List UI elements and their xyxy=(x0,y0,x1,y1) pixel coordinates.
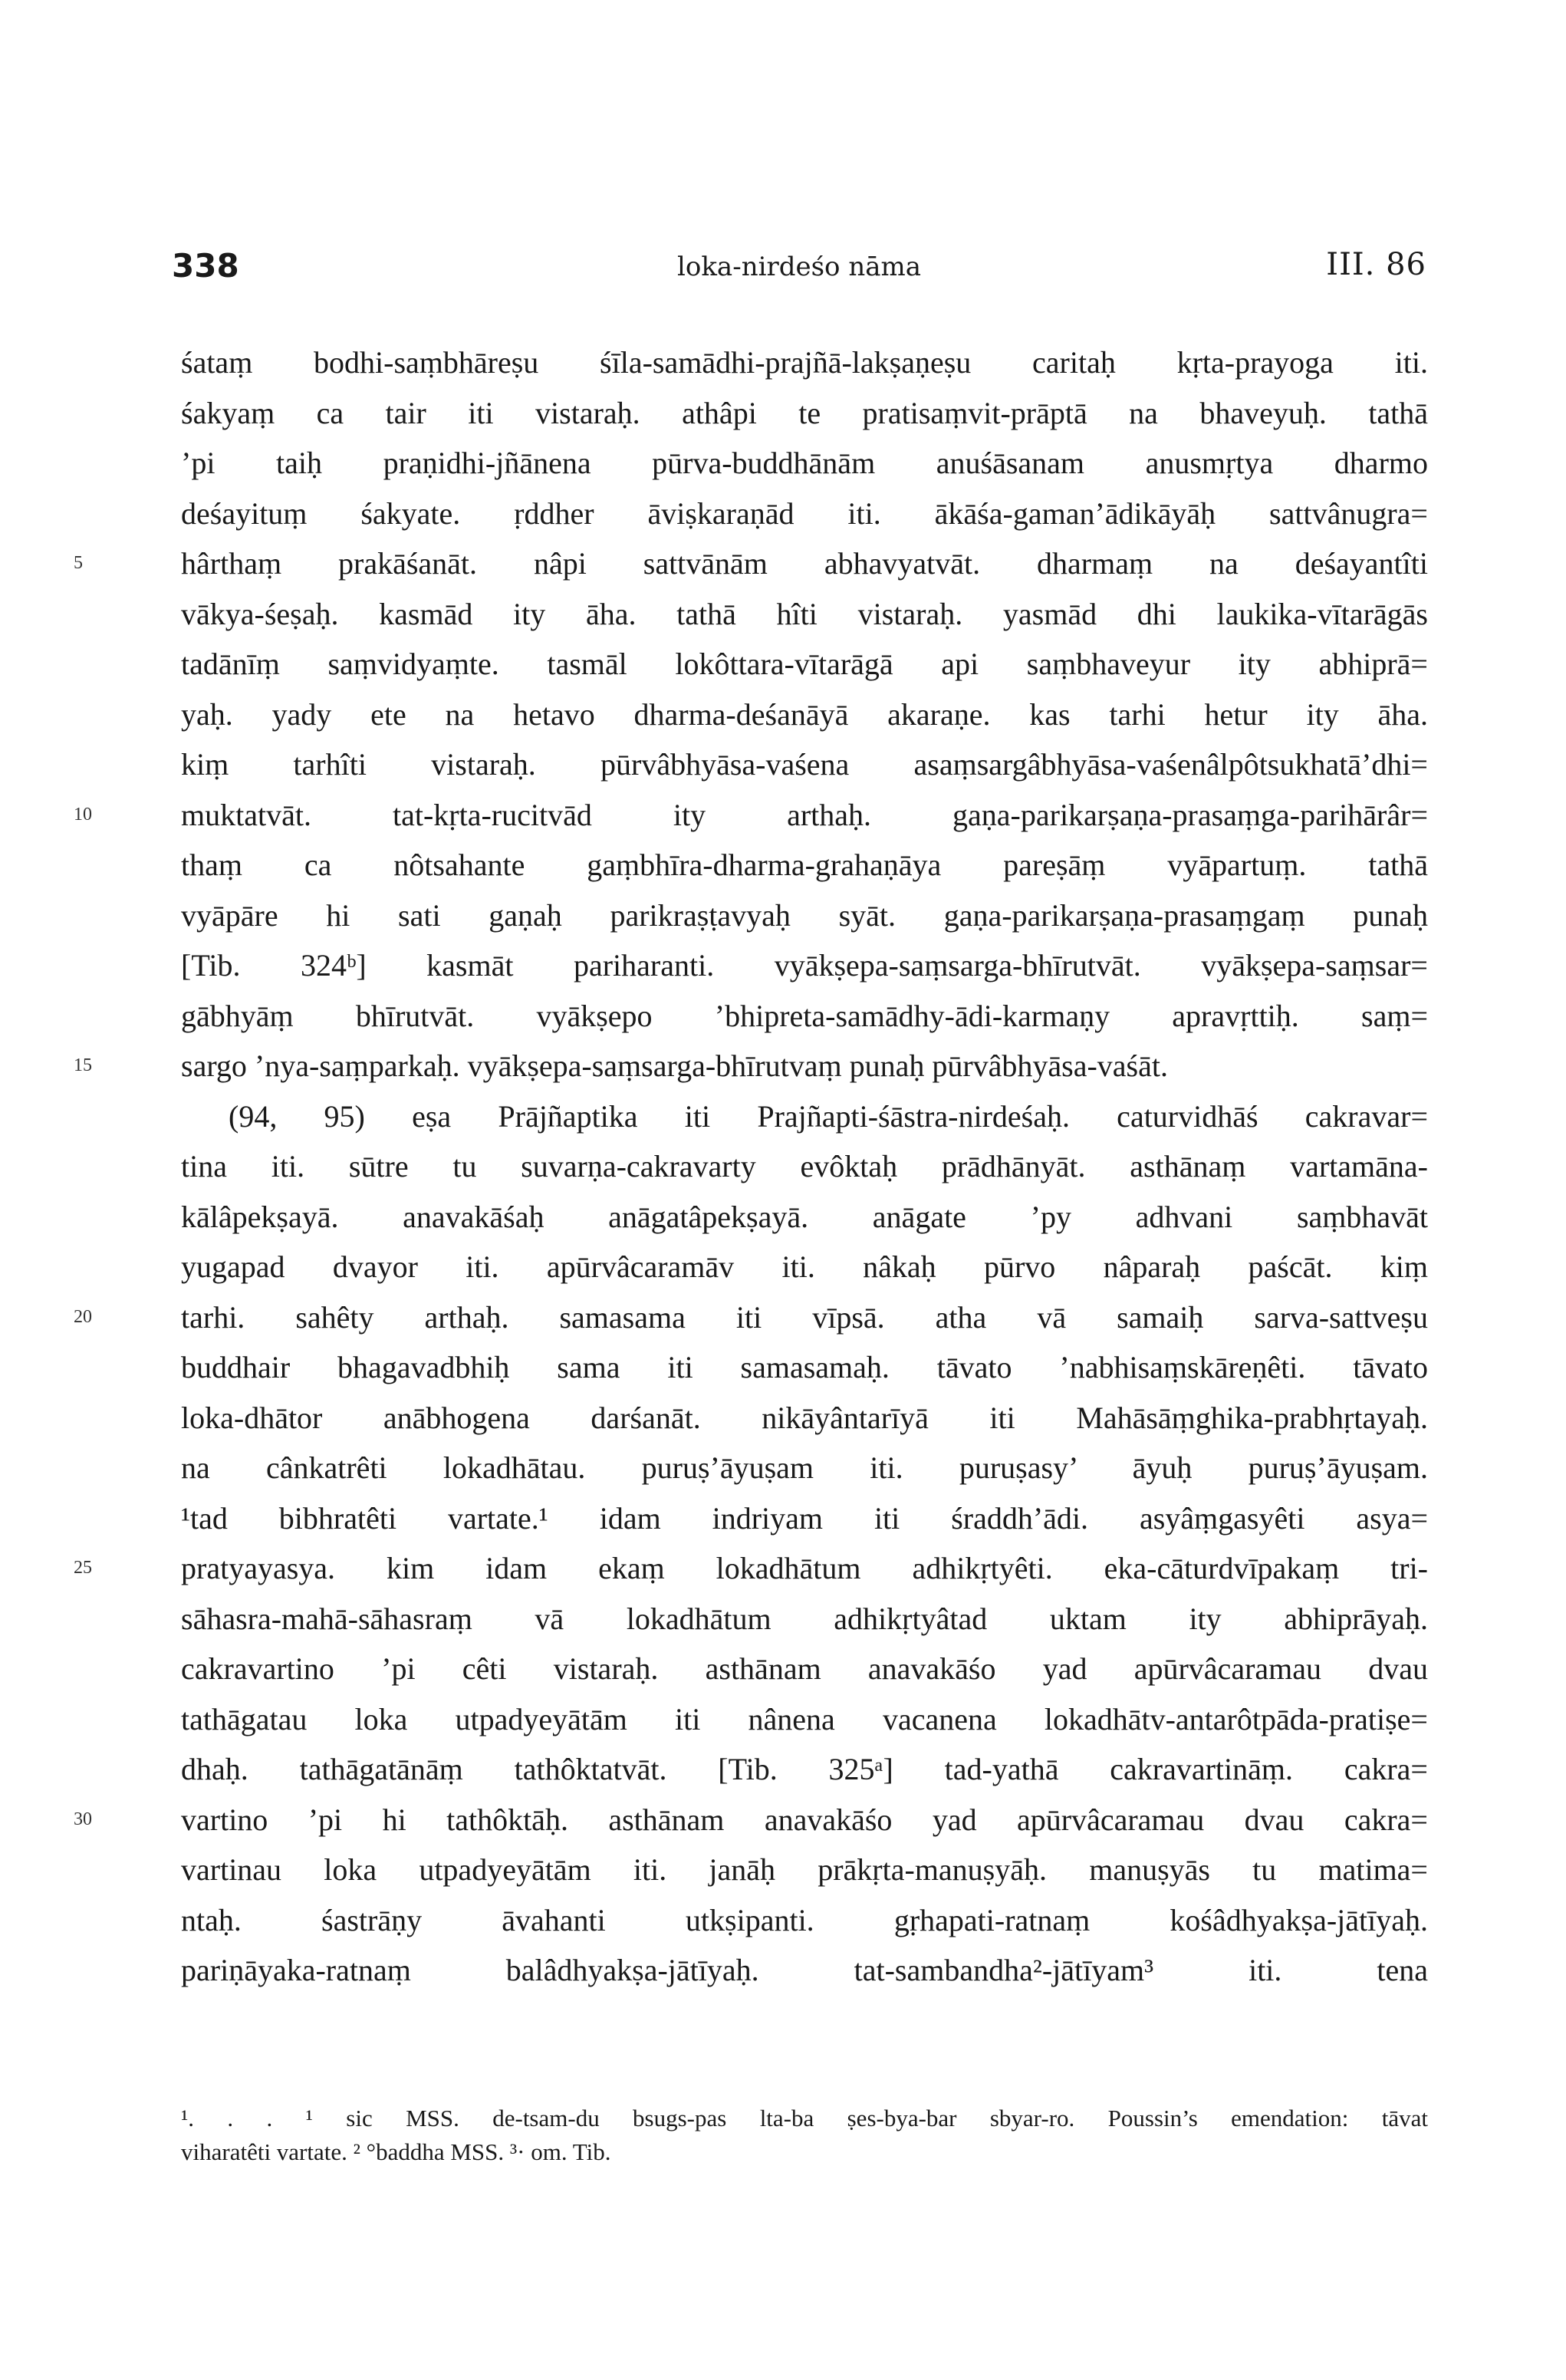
text-line-30 xyxy=(74,1795,1428,1845)
page-number: 338 xyxy=(172,247,239,285)
line-number: 15 xyxy=(74,1055,92,1075)
main-text xyxy=(74,337,1428,1996)
text-line: sāhasra-mahā-sāhasraṃ vā lokadhātum adhikṛtyâtad uktam ity abhiprāyaḥ. xyxy=(181,1601,1428,1636)
text-line: muktatvāt. tat-kṛta-rucitvād ity arthaḥ. gaṇa-parikarṣaṇa-prasaṃga-parihārâr= xyxy=(181,797,1428,832)
text-line-20 xyxy=(74,1292,1428,1343)
text-line: [Tib. 324ᵇ] kasmāt pariharanti. vyākṣepa-saṃsarga-bhīrutvāt. vyākṣepa-saṃsar= xyxy=(181,948,1428,983)
text-line-15 xyxy=(74,1041,1428,1091)
text-line: ’pi taiḥ praṇidhi-jñānena pūrva-buddhānām anuśāsanam anusmṛtya dharmo xyxy=(181,446,1428,480)
text-line-10 xyxy=(74,790,1428,841)
text-line: vartinau loka utpadyeyātām iti. janāḥ prākṛta-manuṣyāḥ. manuṣyās tu matima= xyxy=(181,1852,1428,1887)
text-line: śataṃ bodhi-saṃbhāreṣu śīla-samādhi-prajñā-lakṣaṇeṣu caritaḥ kṛta-prayoga iti. xyxy=(181,345,1428,380)
text-line: pratyayasya. kim idam ekaṃ lokadhātum adhikṛtyêti. eka-cāturdvīpakaṃ tri- xyxy=(181,1551,1428,1585)
text-line: ntaḥ. śastrāṇy āvahanti utkṣipanti. gṛhapati-ratnaṃ kośâdhyakṣa-jātīyaḥ. xyxy=(181,1902,1428,1937)
text-line: pariṇāyaka-ratnaṃ balâdhyakṣa-jātīyaḥ. tat-sambandha²-jātīyam³ iti. tena xyxy=(181,1953,1428,1987)
text-line: buddhair bhagavadbhiḥ sama iti samasamaḥ. tāvato ’nabhisaṃskāreṇêti. tāvato xyxy=(181,1350,1428,1384)
line-number: 20 xyxy=(74,1306,92,1327)
text-line: vyāpāre hi sati gaṇaḥ parikraṣṭavyaḥ syāt. gaṇa-parikarṣaṇa-prasaṃgaṃ punaḥ xyxy=(181,897,1428,933)
line-number: 30 xyxy=(74,1809,92,1829)
text-line: ¹tad bibhratêti vartate.¹ idam indriyam iti śraddh’ādi. asyâṃgasyêti asya= xyxy=(181,1500,1428,1536)
running-title: loka-nirdeśo nāma xyxy=(676,252,922,282)
footnote-line: viharatêti vartate. ² °baddha MSS. ³· om. Tib. xyxy=(181,2138,611,2165)
text-line: śakyaṃ ca tair iti vistaraḥ. athâpi te pratisaṃvit-prāptā na bhaveyuḥ. tathā xyxy=(181,395,1428,430)
text-line: (94, 95) eṣa Prājñaptika iti Prajñapti-śāstra-nirdeśaḥ. caturvidhāś cakravar= xyxy=(229,1098,1428,1134)
text-line-5 xyxy=(74,538,1428,589)
text-line: vartino ’pi hi tathôktāḥ. asthānam anavakāśo yad apūrvâcaramau dvau cakra= xyxy=(181,1802,1428,1837)
section-reference: III. 86 xyxy=(1326,247,1426,282)
text-line: thaṃ ca nôtsahante gaṃbhīra-dharma-grahaṇāya pareṣāṃ vyāpartuṃ. tathā xyxy=(181,848,1428,882)
text-line: kālâpekṣayā. anavakāśaḥ anāgatâpekṣayā. anāgate ’py adhvani saṃbhavāt xyxy=(181,1199,1428,1234)
text-line: tarhi. sahêty arthaḥ. samasama iti vīpsā. atha vā samaiḥ sarva-sattveṣu xyxy=(181,1299,1428,1335)
footnote-line: ¹. . . ¹ sic MSS. de-tsam-du bsugs-pas lta-ba ṣes-bya-bar sbyar-ro. Poussin’s emendation: tāvat xyxy=(181,2105,1428,2131)
text-line: vākya-śeṣaḥ. kasmād ity āha. tathā hîti vistaraḥ. yasmād dhi laukika-vītarāgās xyxy=(181,596,1428,631)
text-line: tadānīṃ saṃvidyaṃte. tasmāl lokôttara-vītarāgā api saṃbhaveyur ity abhiprā= xyxy=(181,647,1428,681)
text-line: loka-dhātor anābhogena darśanāt. nikāyântarīyā iti Mahāsāṃghika-prabhṛtayaḥ. xyxy=(181,1400,1428,1435)
page-header xyxy=(172,247,1426,308)
line-number: 25 xyxy=(74,1558,92,1578)
text-line: yaḥ. yady ete na hetavo dharma-deśanāyā akaraṇe. kas tarhi hetur ity āha. xyxy=(181,696,1428,732)
text-line: hârthaṃ prakāśanāt. nâpi sattvānām abhavyatvāt. dharmaṃ na deśayantîti xyxy=(181,546,1428,581)
text-line: tathāgatau loka utpadyeyātām iti nânena vacanena lokadhātv-antarôtpāda-pratiṣe= xyxy=(181,1701,1428,1736)
text-line: dhaḥ. tathāgatānāṃ tathôktatvāt. [Tib. 325ᵃ] tad-yathā cakravartināṃ. cakra= xyxy=(181,1752,1428,1786)
line-number: 5 xyxy=(74,553,83,573)
text-line: cakravartino ’pi cêti vistaraḥ. asthānam anavakāśo yad apūrvâcaramau dvau xyxy=(181,1651,1428,1686)
text-line: na cânkatrêti lokadhātau. puruṣ’āyuṣam iti. puruṣasy’ āyuḥ puruṣ’āyuṣam. xyxy=(181,1450,1428,1485)
text-line: yugapad dvayor iti. apūrvâcaramāv iti. nâkaḥ pūrvo nâparaḥ paścāt. kiṃ xyxy=(181,1249,1428,1284)
text-line: sargo ’nya-saṃparkaḥ. vyākṣepa-saṃsarga-bhīrutvaṃ punaḥ pūrvâbhyāsa-vaśāt. xyxy=(181,1048,1168,1083)
text-line: gābhyāṃ bhīrutvāt. vyākṣepo ’bhipreta-samādhy-ādi-karmaṇy apravṛttiḥ. saṃ= xyxy=(181,998,1428,1033)
text-line-25 xyxy=(74,1543,1428,1594)
line-number: 10 xyxy=(74,804,92,825)
text-line: deśayituṃ śakyate. ṛddher āviṣkaraṇād iti. ākāśa-gaman’ādikāyāḥ sattvânugra= xyxy=(181,495,1428,531)
footnotes xyxy=(181,2102,1428,2169)
text-line: kiṃ tarhîti vistaraḥ. pūrvâbhyāsa-vaśena asaṃsargâbhyāsa-vaśenâlpôtsukhatā’dhi= xyxy=(181,747,1428,782)
text-line: tina iti. sūtre tu suvarṇa-cakravarty evôktaḥ prādhānyāt. asthānaṃ vartamāna- xyxy=(181,1149,1428,1183)
